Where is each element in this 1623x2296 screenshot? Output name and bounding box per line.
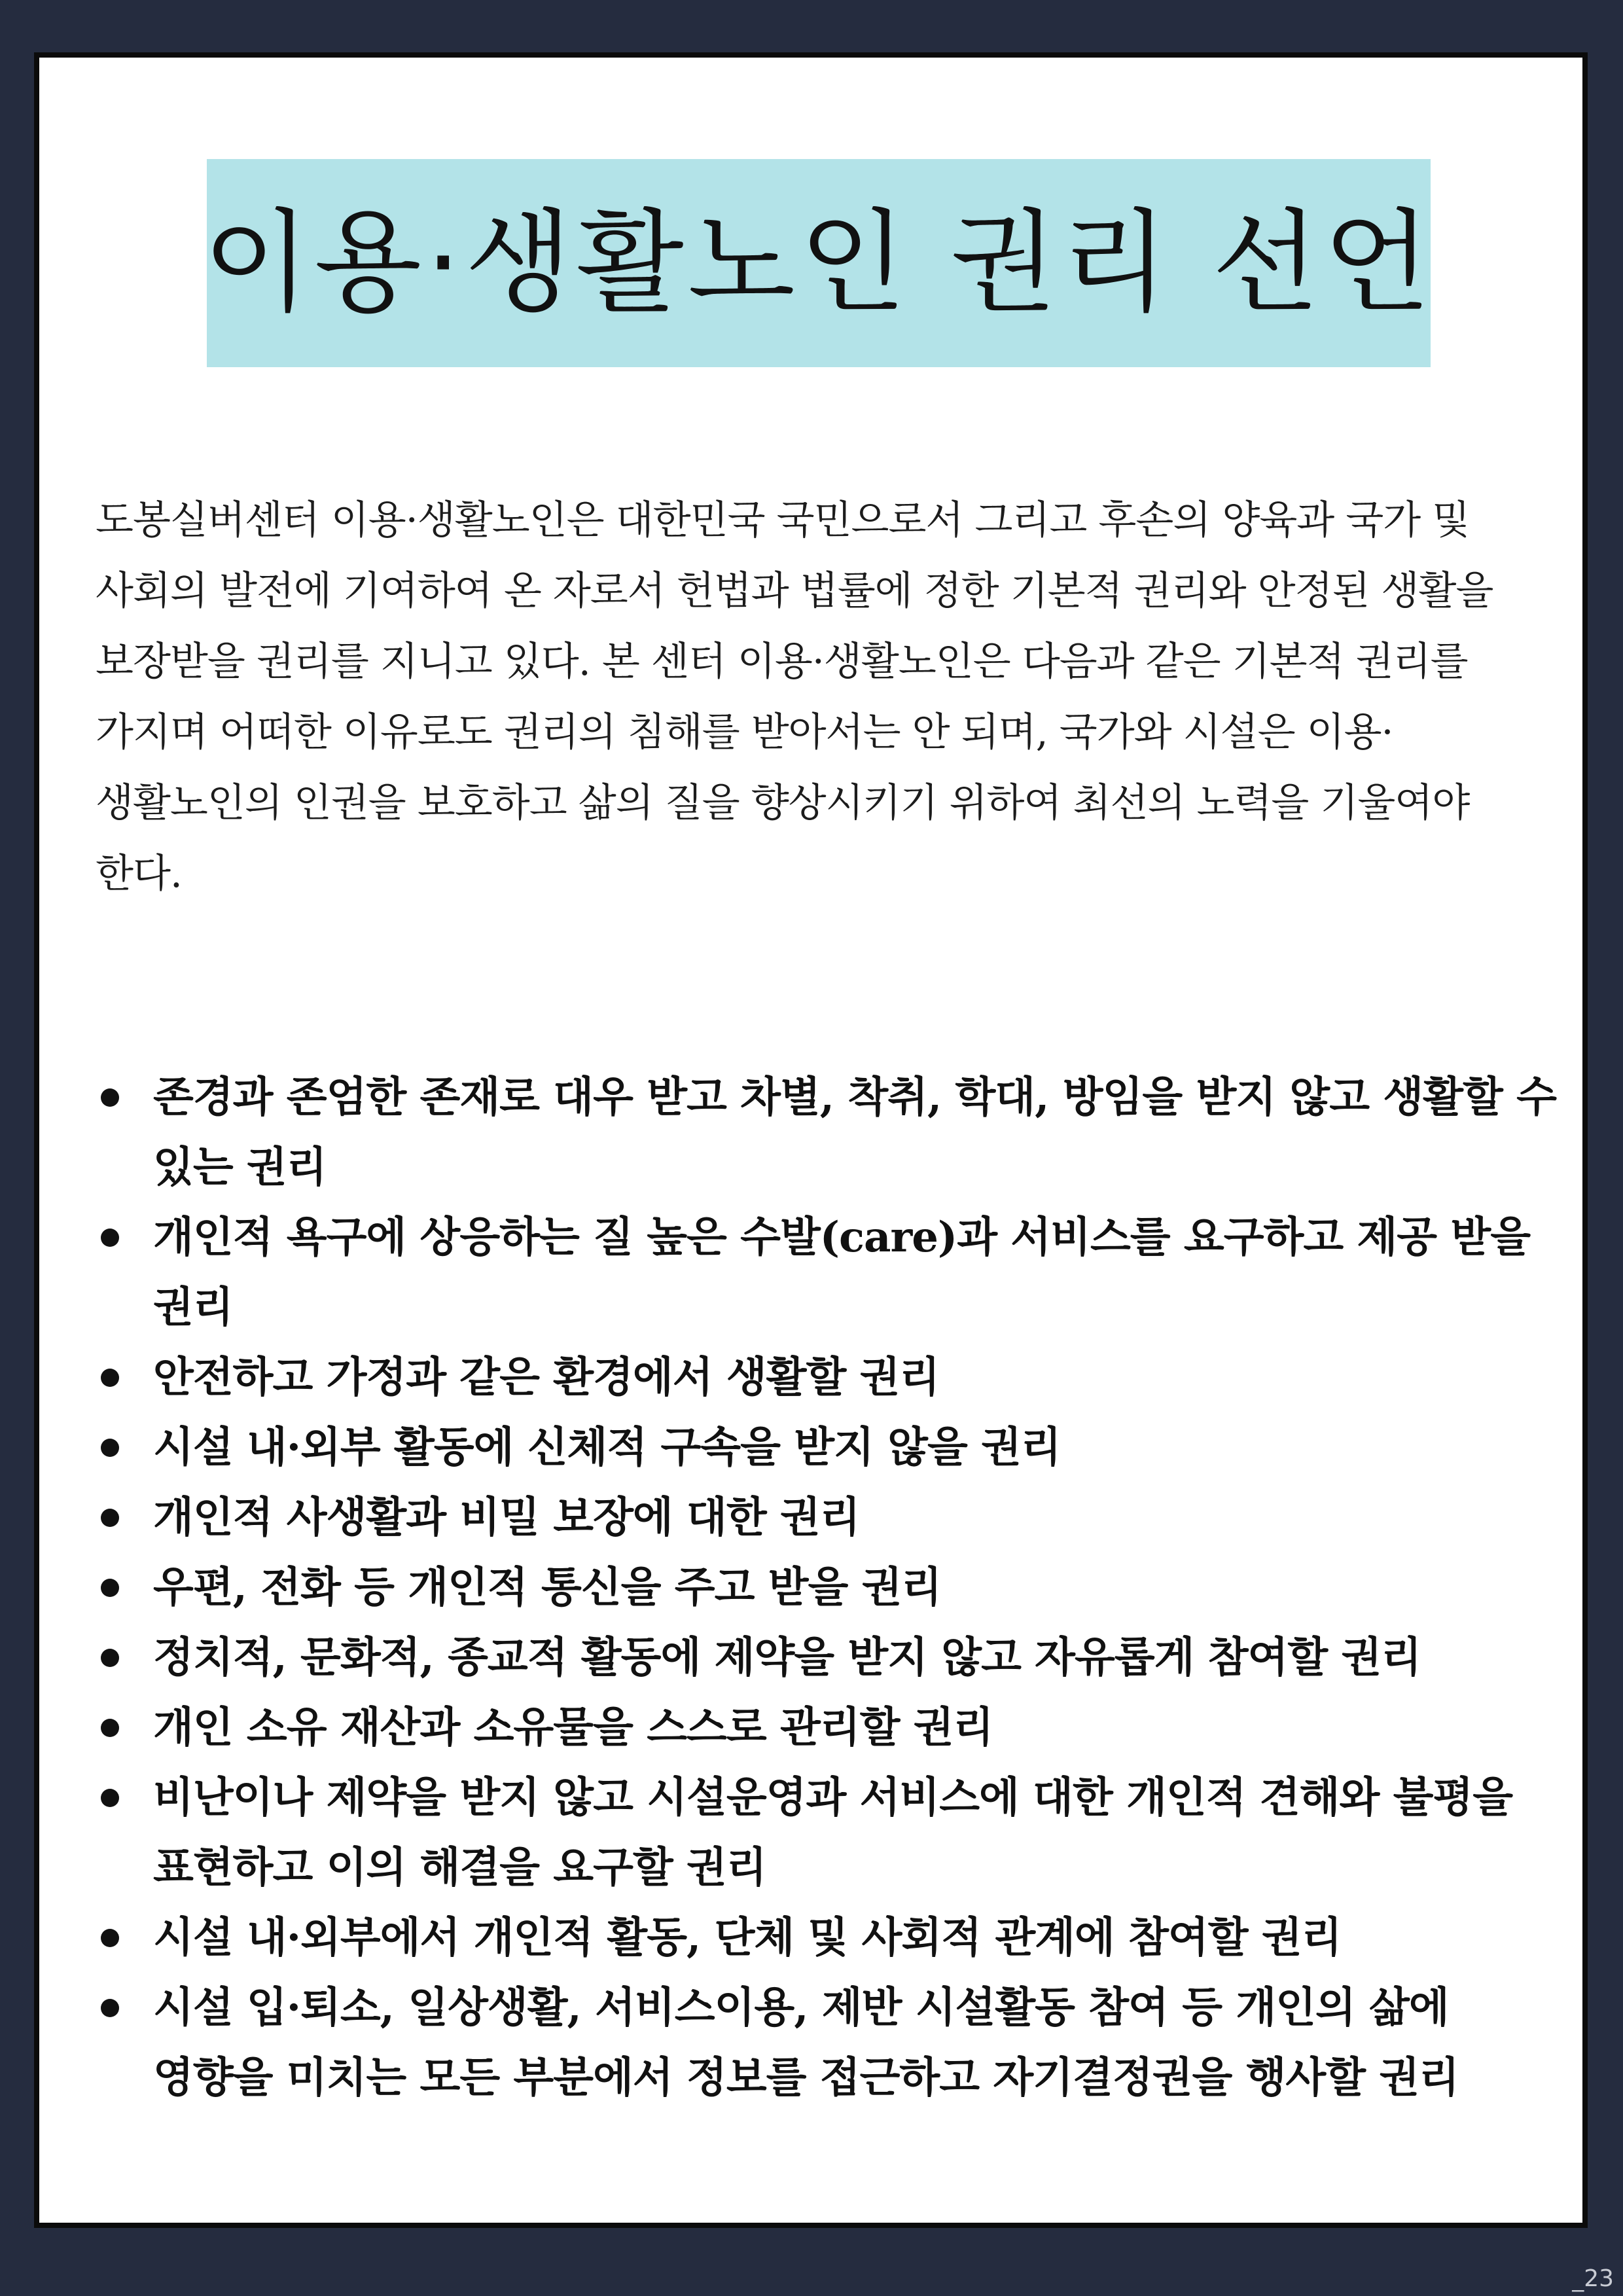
document-page bbox=[34, 52, 1588, 2228]
bullet-icon bbox=[101, 1439, 119, 1457]
rights-item bbox=[96, 1412, 1568, 1482]
rights-item bbox=[96, 1903, 1568, 1973]
bullet-icon bbox=[101, 1719, 119, 1737]
bullet-icon bbox=[101, 1088, 119, 1107]
rights-item bbox=[96, 1062, 1568, 1202]
rights-item-text: 개인적 사생활과 비밀 보장에 대한 권리 bbox=[153, 1493, 860, 1542]
rights-item bbox=[96, 1623, 1568, 1693]
rights-item bbox=[96, 1973, 1568, 2113]
rights-item-text: 안전하고 가정과 같은 환경에서 생활할 권리 bbox=[153, 1353, 940, 1402]
rights-item bbox=[96, 1202, 1568, 1342]
rights-item-text: 시설 내·외부 활동에 신체적 구속을 받지 않을 권리 bbox=[153, 1423, 1061, 1472]
rights-item-text: 시설 내·외부에서 개인적 활동, 단체 및 사회적 관계에 참여할 권리 bbox=[153, 1913, 1342, 1962]
rights-item bbox=[96, 1693, 1568, 1763]
page-title: 이용·생활노인 권리 선언 bbox=[202, 198, 1435, 328]
rights-item bbox=[96, 1342, 1568, 1412]
rights-item-text: 존경과 존엄한 존재로 대우 받고 차별, 착취, 학대, 방임을 받지 않고 생활할 수 있는 권리 bbox=[153, 1073, 1556, 1192]
bullet-icon bbox=[101, 1579, 119, 1597]
rights-item-text: 우편, 전화 등 개인적 통신을 주고 받을 권리 bbox=[153, 1563, 942, 1612]
page-number: _23 bbox=[1572, 2265, 1614, 2292]
rights-list bbox=[96, 1062, 1568, 2113]
bullet-icon bbox=[101, 1649, 119, 1667]
rights-item bbox=[96, 1482, 1568, 1552]
rights-item-text: 개인 소유 재산과 소유물을 스스로 관리할 권리 bbox=[153, 1703, 993, 1752]
rights-item-text: 정치적, 문화적, 종교적 활동에 제약을 받지 않고 자유롭게 참여할 권리 bbox=[153, 1633, 1421, 1682]
bullet-icon bbox=[101, 1789, 119, 1807]
bullet-icon bbox=[101, 1999, 119, 2017]
title-banner bbox=[202, 159, 1435, 367]
rights-item bbox=[96, 1552, 1568, 1623]
bullet-icon bbox=[101, 1229, 119, 1247]
bullet-icon bbox=[101, 1509, 119, 1527]
rights-item bbox=[96, 1763, 1568, 1903]
rights-item-text: 비난이나 제약을 받지 않고 시설운영과 서비스에 대한 개인적 견해와 불평을 표현하고 이의 해결을 요구할 권리 bbox=[153, 1773, 1513, 1892]
intro-paragraph: 도봉실버센터 이용·생활노인은 대한민국 국민으로서 그리고 후손의 양육과 국가 및 사회의 발전에 기여하여 온 자로서 헌법과 법률에 정한 기본적 권리와 안정된 생활을 보장받을 권리를 지니고 있다. 본 센터 이용·생활노인은 다음과 같은 기본적 권리를 가지며 어떠한 이유로도 권리의 침해를 받아서는 안 되며, 국가와 시설은 이용·생활노인의 인권을 보호하고 삶의 질을 향상시키기 위하여 최선의 노력을 기울여야 한다. bbox=[96, 497, 1493, 897]
rights-item-text: 개인적 욕구에 상응하는 질 높은 수발(care)과 서비스를 요구하고 제공 받을 권리 bbox=[153, 1213, 1531, 1332]
rights-item-text: 시설 입·퇴소, 일상생활, 서비스이용, 제반 시설활동 참여 등 개인의 삶에 영향을 미치는 모든 부분에서 정보를 접근하고 자기결정권을 행사할 권리 bbox=[153, 1983, 1459, 2102]
bullet-icon bbox=[101, 1929, 119, 1947]
bullet-icon bbox=[101, 1369, 119, 1387]
